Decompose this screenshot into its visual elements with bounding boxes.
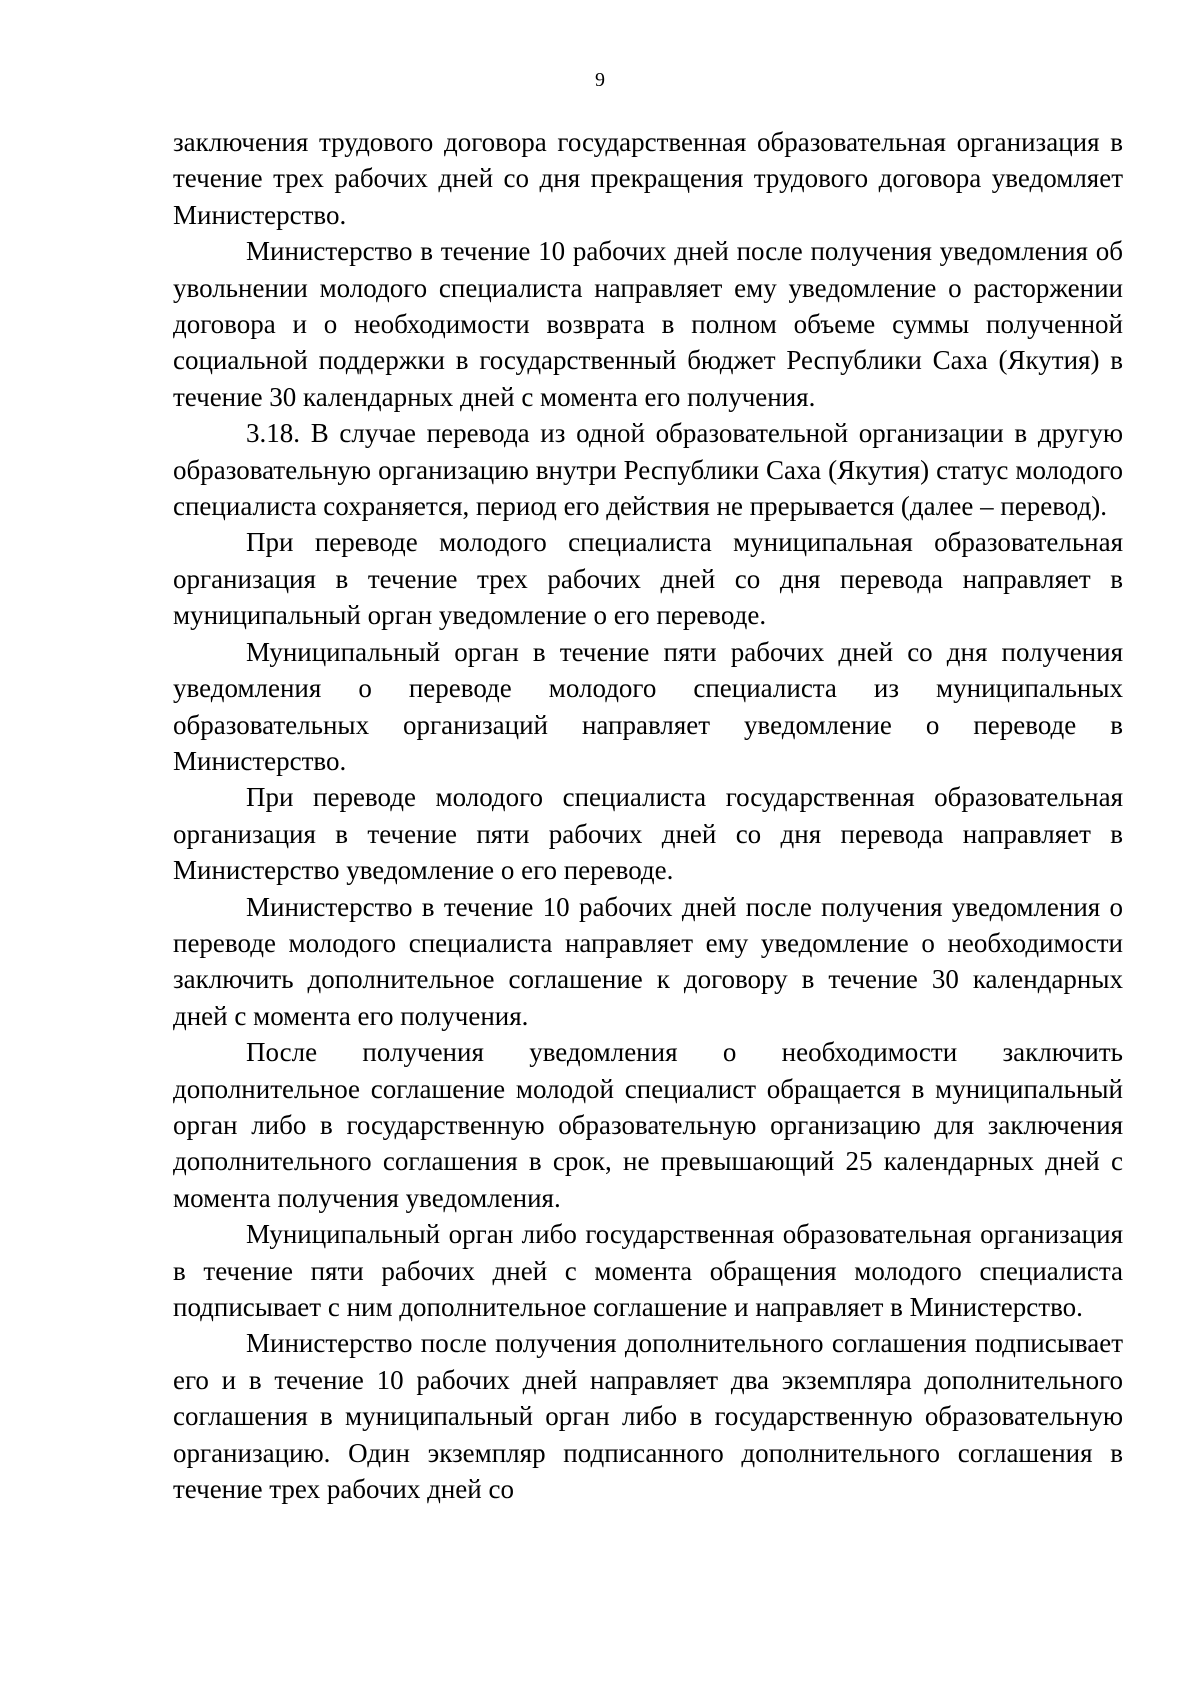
paragraph-continuation: заключения трудового договора государственная образовательная организация в течение трех рабочих дней со дня прекращения трудового договора уведомляет Министерство. (173, 127, 1123, 230)
paragraph-ministry-transfer-notice: Министерство в течение 10 рабочих дней после получения уведомления о переводе молодого специалиста направляет ему уведомление о необходимости заключить дополнительное соглашение к договору в течение 30 календарных дней с момента его получения. (173, 891, 1123, 1031)
paragraph-additional-agreement-request: После получения уведомления о необходимости заключить дополнительное соглашение молодой специалист обращается в муниципальный орган либо в государственную образовательную организацию для заключения дополнительного соглашения в срок, не превышающий 25 календарных дней с момента получения уведомления. (173, 1037, 1123, 1213)
paragraph-ministry-signing: Министерство после получения дополнительного соглашения подписывает его и в течение 10 рабочих дней направляет два экземпляра дополнительного соглашения в муниципальный орган либо в государственную образовательную организацию. Один экземпляр подписанного дополнительного соглашения в течение трех рабочих дней со (173, 1328, 1123, 1505)
page-number: 9 (595, 69, 605, 91)
paragraph-state-transfer: При переводе молодого специалиста государственная образовательная организация в течение пяти рабочих дней со дня перевода направляет в Министерство уведомление о его переводе. (173, 782, 1123, 886)
document-body (173, 124, 1123, 1507)
paragraph-ministry-dismissal-notice: Министерство в течение 10 рабочих дней после получения уведомления об увольнении молодого специалиста направляет ему уведомление о расторжении договора и о необходимости возврата в полном объеме суммы полученной социальной поддержки в государственный бюджет Республики Саха (Якутия) в течение 30 календарных дней с момента его получения. (173, 236, 1123, 412)
paragraph-municipal-body-notice: Муниципальный орган в течение пяти рабочих дней со дня получения уведомления о переводе молодого специалиста из муниципальных образовательных организаций направляет уведомление о переводе в Министерство. (173, 636, 1123, 776)
paragraph-agreement-signing: Муниципальный орган либо государственная образовательная организация в течение пяти рабочих дней с момента обращения молодого специалиста подписывает с ним дополнительное соглашение и направляет в Министерство. (173, 1219, 1123, 1322)
paragraph-clause-3-18: 3.18. В случае перевода из одной образовательной организации в другую образовательную организацию внутри Республики Саха (Якутия) статус молодого специалиста сохраняется, период его действия не прерывается (далее – перевод). (173, 418, 1123, 522)
paragraph-municipal-transfer: При переводе молодого специалиста муниципальная образовательная организация в течение трех рабочих дней со дня перевода направляет в муниципальный орган уведомление о его переводе. (173, 527, 1123, 631)
